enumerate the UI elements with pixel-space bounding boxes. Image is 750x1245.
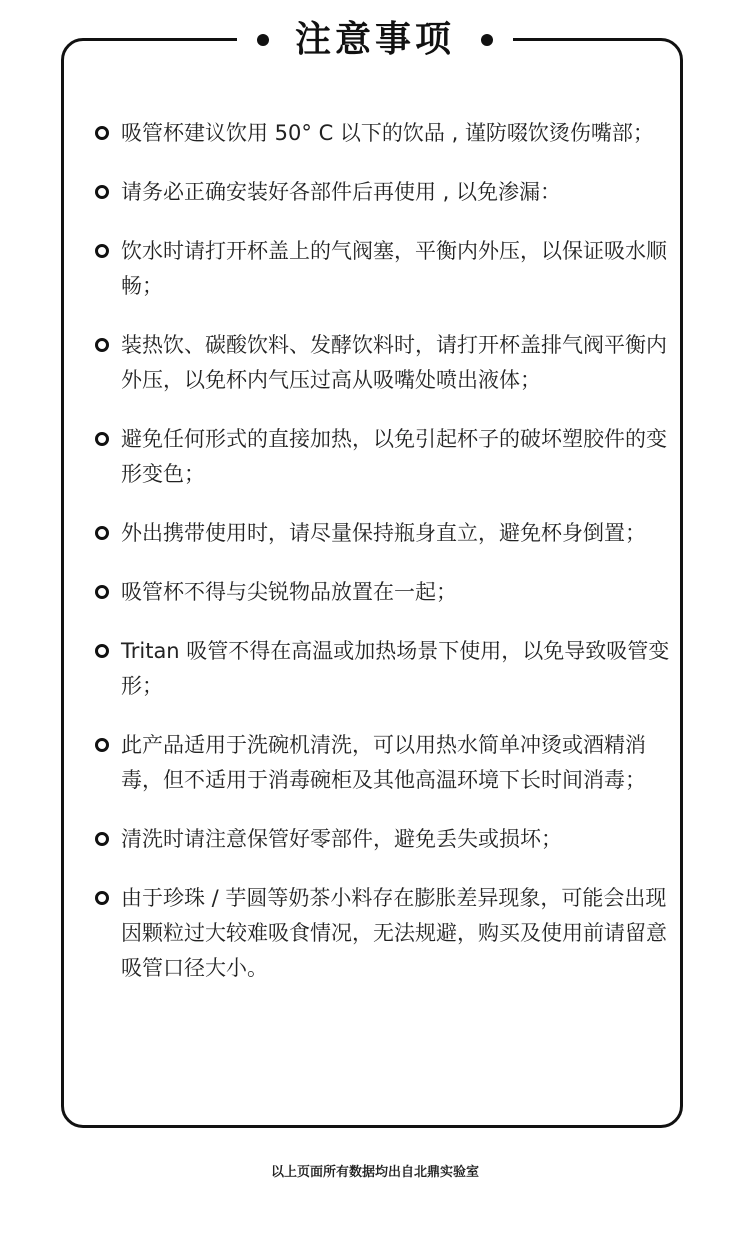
notice-item-text: 清洗时请注意保管好零部件，避免丢失或损坏； [121, 827, 562, 851]
notice-item [95, 116, 675, 151]
circle-bullet-icon [95, 644, 109, 658]
title-left-dot-icon [257, 34, 269, 46]
notice-item-text: 吸管杯不得与尖锐物品放置在一起； [121, 580, 457, 604]
circle-bullet-icon [95, 185, 109, 199]
notice-item-text: 此产品适用于洗碗机清洗，可以用热水简单冲烫或酒精消毒，但不适用于消毒碗柜及其他高温环境下长时间消毒； [121, 733, 646, 792]
circle-bullet-icon [95, 432, 109, 446]
notice-item [95, 881, 675, 986]
circle-bullet-icon [95, 832, 109, 846]
notice-item [95, 728, 675, 798]
notice-item-text: 外出携带使用时，请尽量保持瓶身直立，避免杯身倒置； [121, 521, 646, 545]
title-area [0, 8, 750, 72]
notice-item-text: 由于珍珠 / 芋圆等奶茶小料存在膨胀差异现象，可能会出现因颗粒过大较难吸食情况，无法规避，购买及使用前请留意吸管口径大小。 [121, 886, 667, 980]
notice-item-text: 避免任何形式的直接加热，以免引起杯子的破坏塑胶件的变形变色； [121, 427, 667, 486]
circle-bullet-icon [95, 891, 109, 905]
notice-item-text: 装热饮、碳酸饮料、发酵饮料时，请打开杯盖排气阀平衡内外压，以免杯内气压过高从吸嘴处喷出液体； [121, 333, 667, 392]
title-right-dot-icon [481, 34, 493, 46]
notice-item [95, 328, 675, 398]
notice-item [95, 422, 675, 492]
circle-bullet-icon [95, 338, 109, 352]
circle-bullet-icon [95, 585, 109, 599]
circle-bullet-icon [95, 738, 109, 752]
circle-bullet-icon [95, 526, 109, 540]
notice-item-text: 请务必正确安装好各部件后再使用 , 以免渗漏： [121, 180, 562, 204]
notice-item [95, 822, 675, 857]
notice-item-text: 饮水时请打开杯盖上的气阀塞，平衡内外压，以保证吸水顺畅； [121, 239, 667, 298]
circle-bullet-icon [95, 126, 109, 140]
notice-item [95, 175, 675, 210]
notice-list [95, 116, 675, 1010]
notice-item [95, 516, 675, 551]
notice-item [95, 575, 675, 610]
page-title: 注意事项 [294, 19, 455, 60]
title-box [237, 19, 513, 60]
circle-bullet-icon [95, 244, 109, 258]
notice-item [95, 634, 675, 704]
footer-note: 以上页面所有数据均出自北鼎实验室 [270, 1165, 479, 1180]
notice-item-text: 吸管杯建议饮用 50° C 以下的饮品 , 谨防啜饮烫伤嘴部； [121, 121, 654, 145]
notice-item [95, 234, 675, 304]
notice-item-text: Tritan 吸管不得在高温或加热场景下使用，以免导致吸管变形； [121, 639, 670, 698]
